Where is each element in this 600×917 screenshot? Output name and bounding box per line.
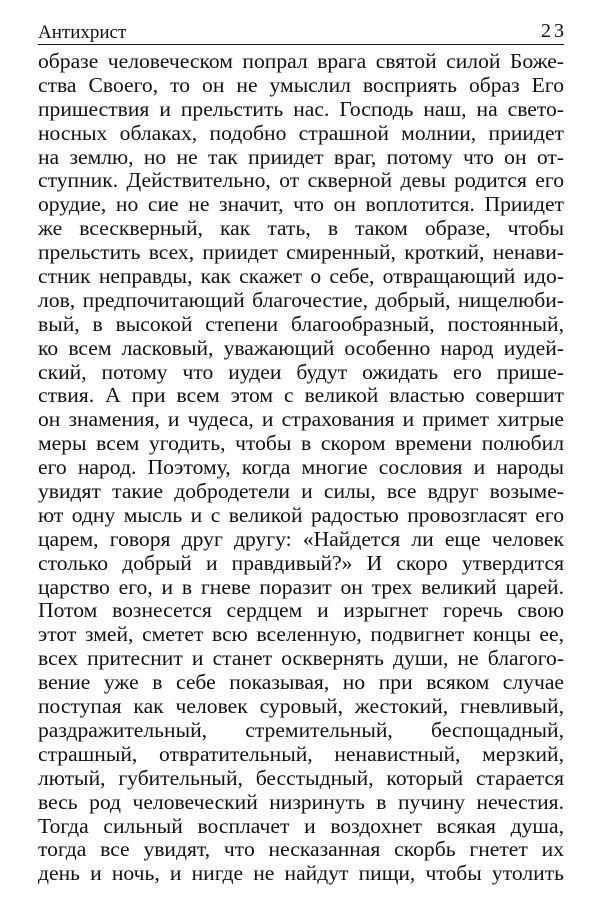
text-line: Тогда сильный восплачет и воздохнет всякая душа, (38, 813, 564, 838)
text-line: поступая как человек суровый, жестокий, гневливый, (38, 694, 564, 719)
text-line: ко всем ласковый, уважающий особенно народ иудей- (38, 335, 564, 360)
text-line: весь род человеческий низринуть в пучину нечестия. (38, 789, 564, 814)
text-line: страшный, отвратительный, ненавистный, мерзкий, (38, 741, 564, 766)
text-line: всех притеснит и станет осквернять души, не благого- (38, 646, 564, 671)
text-line: раздражительный, стремительный, беспощадный, (38, 717, 564, 742)
running-header (38, 20, 567, 45)
body-text (38, 50, 564, 886)
text-line: образе человеческом попрал врага святой силой Боже- (38, 49, 564, 73)
text-line: столько добрый и правдивый?» И скоро утвердится (38, 550, 564, 575)
text-line: ский, потому что иудеи будут ожидать его прише- (38, 359, 564, 384)
text-line: увидят такие добродетели и силы, все вдруг возыме- (38, 479, 564, 504)
text-line: ства Своего, то он не умыслил восприять образ Его (38, 72, 564, 97)
text-line: лютый, губительный, бесстыдный, который старается (38, 765, 564, 790)
text-line: на землю, но не так приидет враг, потому что он от- (38, 144, 564, 169)
running-title: Антихрист (38, 22, 127, 43)
text-line: ют одну мысль и с великой радостью провозгласят его (38, 502, 564, 527)
text-line: прельстить всех, приидет смиренный, кроткий, ненави- (38, 240, 564, 265)
text-line: день и ночь, и нигде не найдут пищи, чтобы утолить (38, 861, 564, 886)
text-line: вый, в высокой степени благообразный, постоянный, (38, 311, 564, 336)
text-line: ствия. А при всем этом с великой властью совершит (38, 383, 564, 408)
text-line: этот змей, сметет всю вселенную, подвигнет концы ее, (38, 622, 564, 647)
text-line: тогда все увидят, что несказанная скорбь гнетет их (38, 837, 564, 862)
text-line: он знамения, и чудеса, и страхования и примет хитрые (38, 407, 564, 432)
text-line: царство его, и в гневе поразит он трех великий царей. (38, 574, 564, 599)
text-line: орудие, но сие не значит, что он воплотится. Приидет (38, 192, 564, 217)
text-line: стник неправды, как скажет о себе, отвращающий идо- (38, 264, 564, 289)
text-line: меры всем угодить, чтобы в скором времени полюбил (38, 431, 564, 456)
text-line: пришествия и прельстить нас. Господь наш, на свето- (38, 96, 564, 121)
text-line: лов, предпочитающий благочестие, добрый, нищелюби- (38, 287, 564, 312)
page-number: 23 (541, 20, 567, 42)
text-line: Потом вознесется сердцем и изрыгнет горечь свою (38, 598, 564, 623)
text-line: ступник. Действительно, от скверной девы родится его (38, 168, 564, 193)
text-line: вение уже в себе показывая, но при всяком случае (38, 670, 564, 695)
text-line: же всескверный, как тать, в таком образе, чтобы (38, 216, 564, 241)
text-line: царем, говоря друг другу: «Найдется ли еще человек (38, 526, 564, 551)
text-line: носных облаках, подобно страшной молнии, приидет (38, 120, 564, 145)
text-line: его народ. Поэтому, когда многие сословия и народы (38, 455, 564, 480)
